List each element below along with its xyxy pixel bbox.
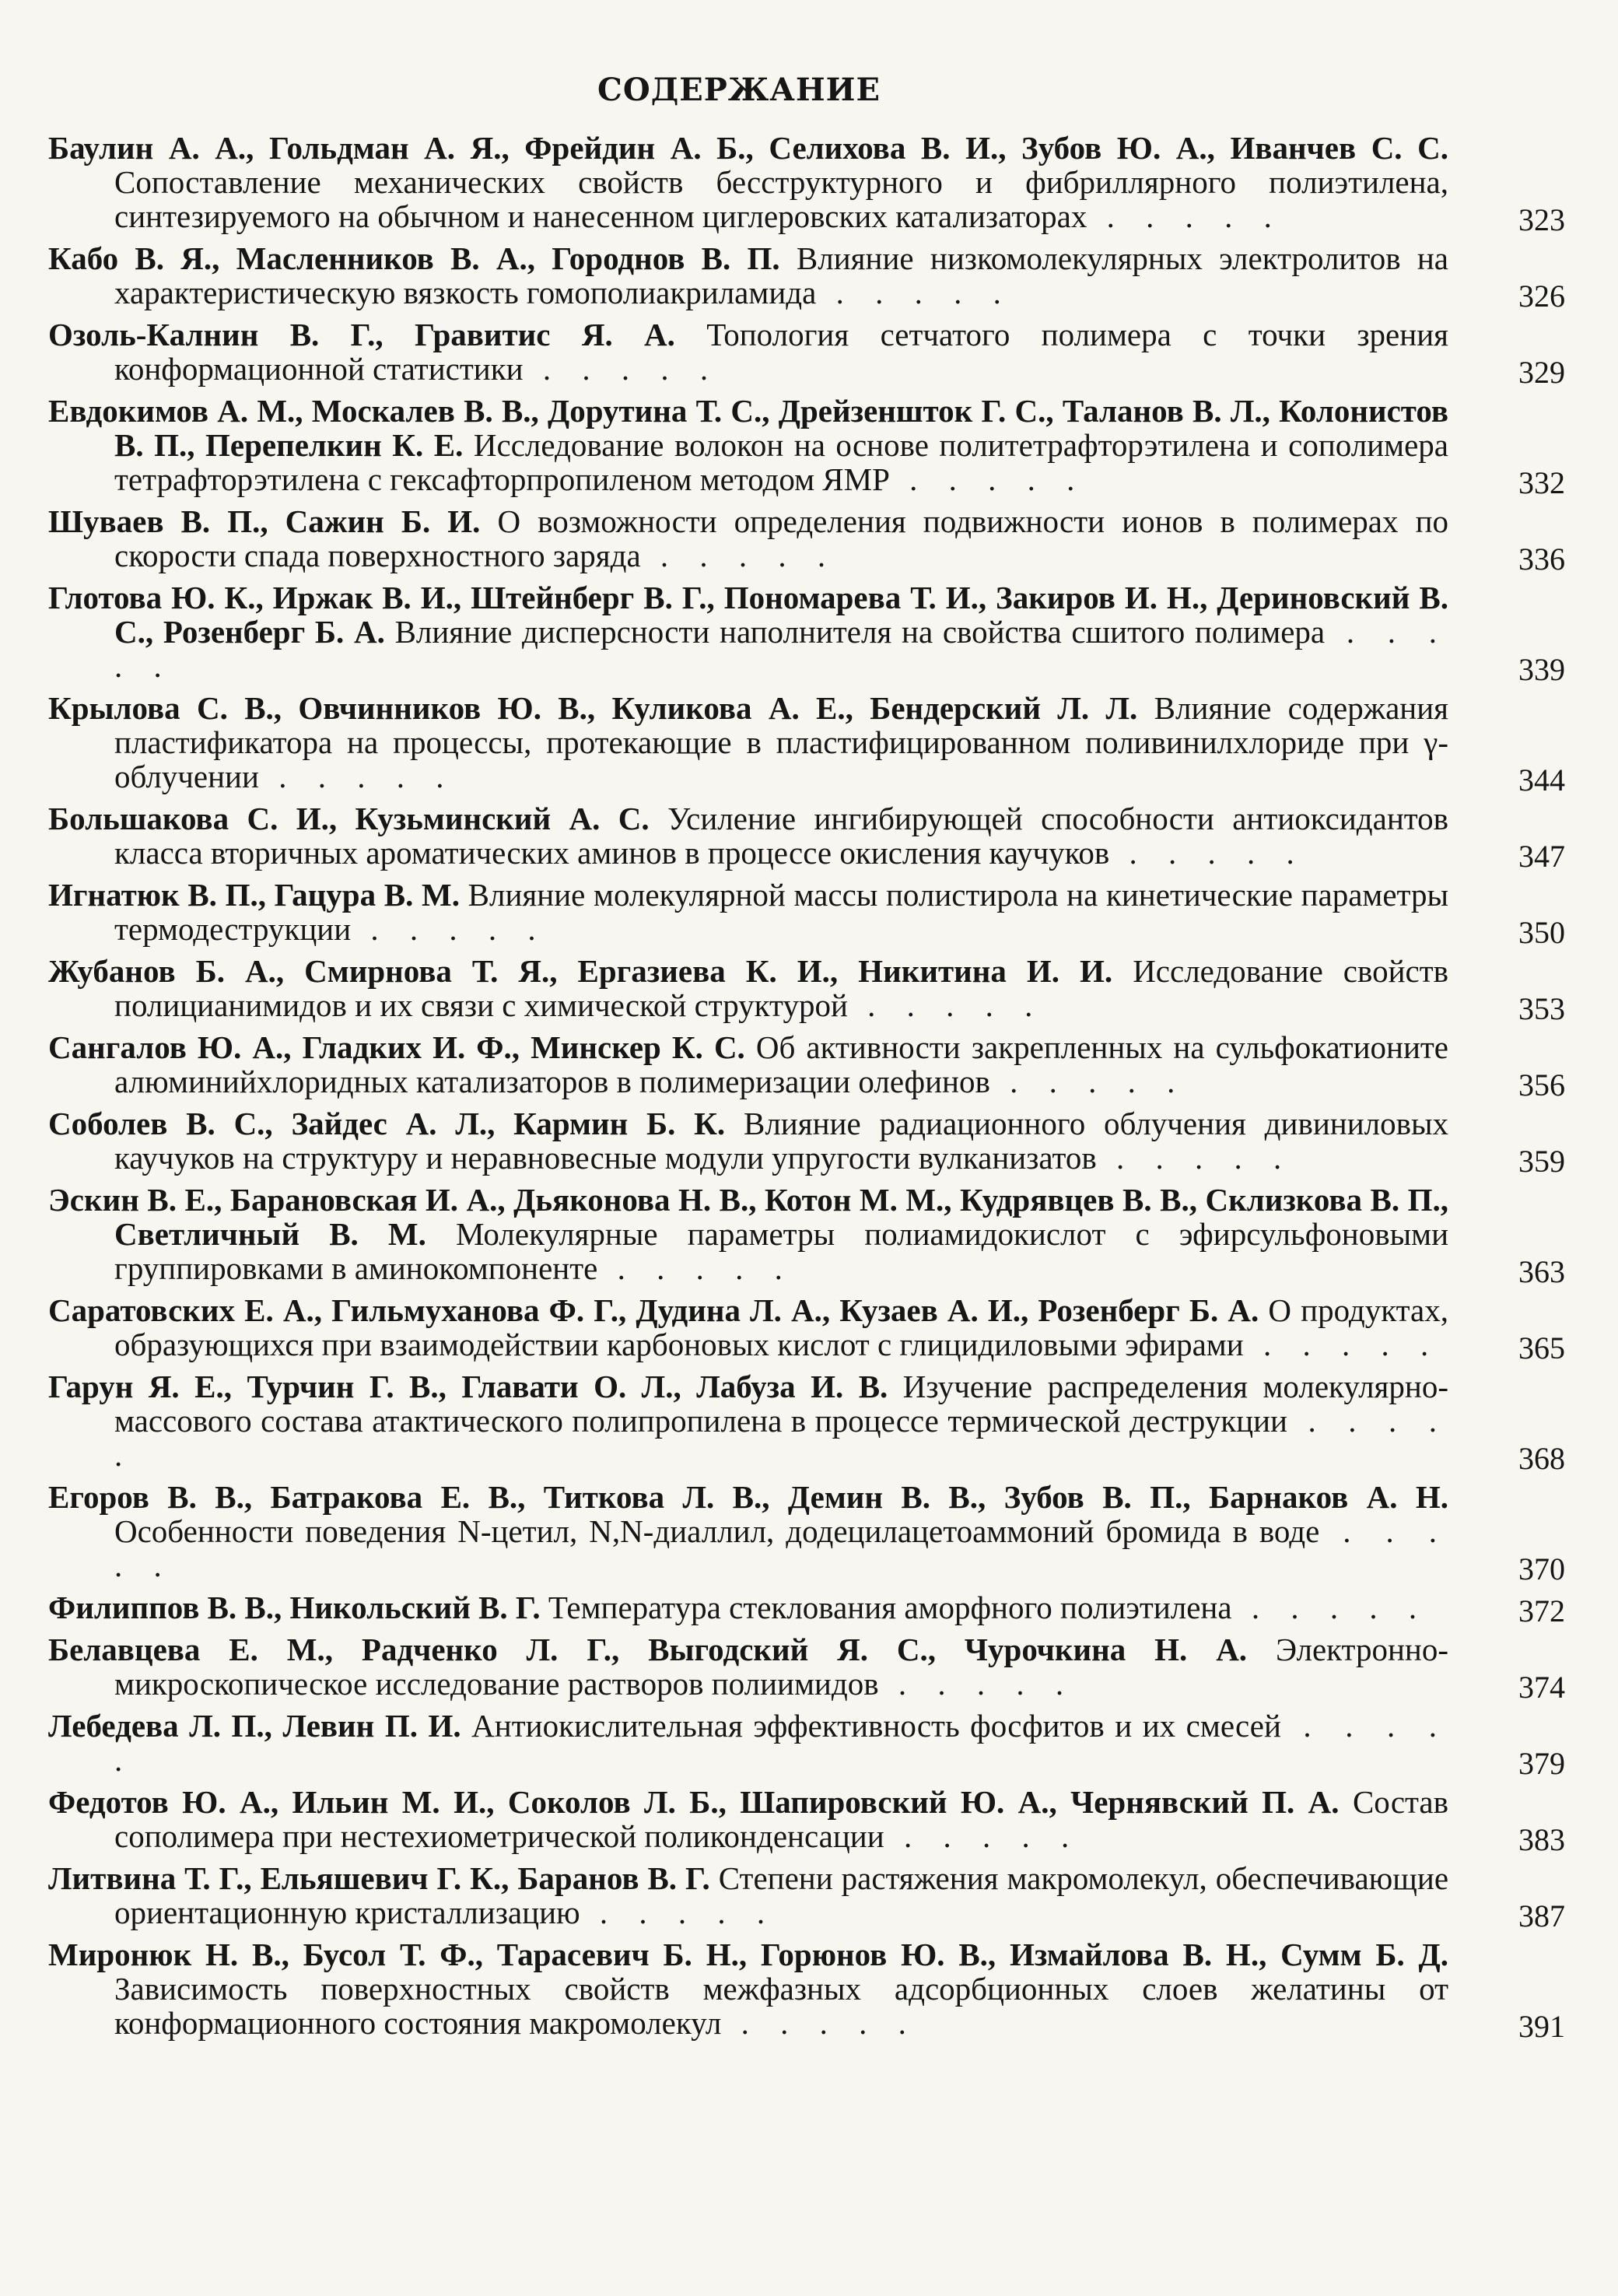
toc-entry-text [48, 1632, 1448, 1701]
toc-entry-text [48, 691, 1448, 794]
table-of-contents [48, 131, 1565, 2048]
dot-leader: . . . . . [597, 1250, 794, 1286]
toc-entry-title: Исследование свойств полицианимидов и их связи с химической структурой [114, 953, 1448, 1023]
toc-entry-text [48, 954, 1448, 1022]
toc-entry [48, 877, 1565, 950]
toc-entry-page-number: 336 [1518, 542, 1565, 577]
toc-entry-authors: Литвина Т. Г., Ельяшевич Г. К., Баранов В. Г. [48, 1860, 710, 1896]
toc-entry [48, 1479, 1565, 1586]
dot-leader: . . . . . [989, 1064, 1187, 1099]
dot-leader: . . . . . [889, 461, 1087, 497]
toc-entry-text [48, 1861, 1448, 1930]
dot-leader: . . . . . [816, 275, 1013, 310]
toc-entry [48, 1029, 1565, 1102]
toc-entry-title: Зависимость поверхностных свойств межфазных адсорбционных слоев желатины от конформационного состояния макромолекул [114, 1971, 1448, 2041]
toc-entry-page-number: 353 [1518, 991, 1565, 1026]
toc-entry-title: Состав сополимера при нестехиометрической поликонденсации [114, 1784, 1448, 1854]
toc-entry-title: Влияние содержания пластификатора на процессы, протекающие в пластифицированном поливинилхлориде при γ-облучении [114, 690, 1449, 794]
toc-entry-title: Влияние радиационного облучения дивиниловых каучуков на структуру и неравновесные модули упругости вулканизатов [114, 1106, 1449, 1176]
toc-entry-authors: Игнатюк В. П., Гацура В. М. [48, 877, 460, 913]
toc-entry-text [48, 1369, 1448, 1472]
toc-entry [48, 953, 1565, 1026]
toc-entry-title: Сопоставление механических свойств бесструктурного и фибриллярного полиэтилена, синтезируемого на обычном и нанесенном циглеровских катализаторах [114, 164, 1448, 234]
toc-entry [48, 240, 1565, 314]
dot-leader: . . . . . [258, 759, 456, 794]
toc-entry-text [48, 1937, 1448, 2040]
toc-entry-authors: Евдокимов А. М., Москалев В. В., Дорутина Т. С., Дрейзеншток Г. С., Таланов В. Л., Колонистов В. П., Перепелкин К. Е. [48, 393, 1448, 463]
toc-entry-title: Особенности поведения N-цетил, N,N-диаллил, додецилацетоаммоний бромида в воде [114, 1513, 1320, 1549]
toc-entry-title: Молекулярные параметры полиамидокислот с эфирсульфоновыми группировками в аминокомпоненте [114, 1216, 1449, 1286]
page-title: СОДЕРЖАНИЕ [597, 72, 881, 108]
toc-entry-page-number: 339 [1518, 652, 1565, 687]
toc-entry-page-number: 370 [1518, 1551, 1565, 1586]
toc-entry-text [48, 317, 1448, 386]
toc-entry [48, 1708, 1565, 1781]
toc-entry-authors: Жубанов Б. А., Смирнова Т. Я., Ергазиева К. И., Никитина И. И. [48, 953, 1113, 989]
toc-entry [48, 503, 1565, 577]
toc-entry-page-number: 326 [1518, 279, 1565, 314]
toc-entry-text [48, 1785, 1448, 1853]
toc-entry-authors: Миронюк Н. В., Бусол Т. Ф., Тарасевич Б. Н., Горюнов Ю. В., Измайлова В. Н., Сумм Б. Д. [48, 1937, 1448, 1972]
toc-entry-text [48, 1030, 1448, 1099]
toc-entry [48, 1106, 1565, 1179]
toc-entry-text [48, 1293, 1448, 1362]
toc-entry [48, 580, 1565, 687]
toc-entry-text [48, 394, 1448, 496]
toc-entry-title: Топология сетчатого полимера с точки зрения конформационной статистики [114, 317, 1448, 387]
toc-entry [48, 1860, 1565, 1933]
toc-entry [48, 1632, 1565, 1705]
toc-entry-authors: Гарун Я. Е., Турчин Г. В., Главати О. Л., Лабуза И. В. [48, 1369, 888, 1404]
toc-entry [48, 393, 1565, 500]
toc-entry-page-number: 363 [1518, 1254, 1565, 1289]
toc-entry-text [48, 504, 1448, 573]
dot-leader: . . . . . [351, 911, 548, 947]
toc-entry-title: Исследование волокон на основе политетрафторэтилена и сополимера тетрафторэтилена с гексафторпропиленом методом ЯМР [114, 427, 1448, 497]
toc-entry-authors: Шуваев В. П., Сажин Б. И. [48, 503, 481, 539]
toc-entry-text [48, 1480, 1448, 1583]
toc-entry-page-number: 356 [1518, 1067, 1565, 1102]
toc-entry-title: Температура стеклования аморфного полиэтилена [548, 1590, 1232, 1625]
toc-entry-authors: Эскин В. Е., Барановская И. А., Дьяконова Н. В., Котон М. М., Кудрявцев В. В., Склизкова В. П., Светличный В. М. [48, 1182, 1448, 1252]
toc-entry-authors: Глотова Ю. К., Иржак В. И., Штейнберг В. Г., Пономарева Т. И., Закиров И. Н., Дериновский В. С., Розенберг Б. А. [48, 580, 1448, 650]
dot-leader: . . . . . [114, 1513, 1449, 1583]
dot-leader: . . . . . [1231, 1590, 1429, 1625]
toc-entry [48, 1369, 1565, 1476]
toc-entry-page-number: 365 [1518, 1330, 1565, 1365]
toc-entry-page-number: 359 [1518, 1144, 1565, 1179]
toc-entry-text [48, 1183, 1448, 1285]
toc-entry [48, 130, 1565, 237]
toc-entry-authors: Белавцева Е. М., Радченко Л. Г., Выгодский Я. С., Чурочкина Н. А. [48, 1632, 1248, 1667]
toc-entry-authors: Саратовских Е. А., Гильмуханова Ф. Г., Дудина Л. А., Кузаев А. И., Розенберг Б. А. [48, 1292, 1259, 1328]
toc-entry-title: Антиокислительная эффективность фосфитов и их смесей [471, 1708, 1281, 1744]
toc-entry [48, 317, 1565, 390]
dot-leader: . . . . . [1087, 198, 1284, 234]
toc-entry [48, 1937, 1565, 2044]
dot-leader: . . . . . [721, 2005, 918, 2041]
toc-entry-text [48, 1590, 1448, 1625]
toc-entry-title: Влияние низкомолекулярных электролитов на характеристическую вязкость гомополиакриламида [114, 240, 1448, 310]
toc-entry-authors: Озоль-Калнин В. Г., Гравитис Я. А. [48, 317, 675, 352]
toc-entry [48, 1784, 1565, 1857]
toc-entry [48, 1292, 1565, 1365]
dot-leader: . . . . . [1096, 1140, 1294, 1176]
toc-entry-title: Изучение распределения молекулярно-массового состава атактического полипропилена в процессе термической деструкции [114, 1369, 1449, 1439]
toc-entry [48, 690, 1565, 797]
dot-leader: . . . . . [523, 351, 720, 387]
toc-entry-title: Влияние дисперсности наполнителя на свойства сшитого полимера [394, 614, 1326, 650]
toc-entry-title: Влияние молекулярной массы полистирола на кинетические параметры термодеструкции [114, 877, 1449, 947]
toc-entry-authors: Егоров В. В., Батракова Е. В., Титкова Л. В., Демин В. В., Зубов В. П., Барнаков А. Н. [48, 1479, 1448, 1515]
toc-entry-page-number: 379 [1518, 1746, 1565, 1781]
toc-entry [48, 801, 1565, 874]
dot-leader: . . . . . [114, 1708, 1449, 1778]
toc-entry-title: Об активности закрепленных на сульфокатионите алюминийхлоридных катализаторов в полимеризации олефинов [114, 1029, 1449, 1099]
toc-entry-page-number: 374 [1518, 1670, 1565, 1705]
toc-entry-title: О продуктах, образующихся при взаимодействии карбоновых кислот с глицидиловыми эфирами [114, 1292, 1448, 1362]
toc-entry [48, 1590, 1565, 1628]
toc-entry-title: О возможности определения подвижности ионов в полимерах по скорости спада поверхностного заряда [114, 503, 1449, 573]
toc-entry-page-number: 323 [1518, 202, 1565, 237]
dot-leader: . . . . . [1109, 835, 1306, 871]
dot-leader: . . . . . [847, 987, 1045, 1023]
toc-entry-text [48, 878, 1448, 946]
toc-entry-text [48, 131, 1448, 233]
toc-entry-page-number: 329 [1518, 355, 1565, 390]
toc-entry-page-number: 391 [1518, 2009, 1565, 2044]
dot-leader: . . . . . [580, 1895, 777, 1930]
dot-leader: . . . . . [1243, 1327, 1441, 1362]
toc-entry-page-number: 344 [1518, 762, 1565, 797]
dot-leader: . . . . . [114, 614, 1449, 684]
toc-entry-authors: Крылова С. В., Овчинников Ю. В., Куликова А. Е., Бендерский Л. Л. [48, 690, 1138, 726]
toc-entry-text [48, 1106, 1448, 1175]
toc-entry-authors: Большакова С. И., Кузьминский А. С. [48, 801, 650, 836]
dot-leader: . . . . . [640, 538, 838, 573]
toc-entry-page-number: 347 [1518, 839, 1565, 874]
toc-entry-authors: Лебедева Л. П., Левин П. И. [48, 1708, 461, 1744]
toc-entry-text [48, 1709, 1448, 1777]
toc-entry-authors: Филиппов В. В., Никольский В. Г. [48, 1590, 541, 1625]
toc-entry-page-number: 350 [1518, 915, 1565, 950]
toc-entry-text [48, 241, 1448, 310]
toc-entry-page-number: 383 [1518, 1822, 1565, 1857]
toc-entry-text [48, 580, 1448, 683]
dot-leader: . . . . . [114, 1403, 1448, 1473]
toc-entry-page-number: 332 [1518, 465, 1565, 500]
toc-entry-title: Электронно-микроскопическое исследование растворов полиимидов [114, 1632, 1448, 1702]
toc-entry-page-number: 387 [1518, 1898, 1565, 1933]
toc-entry-text [48, 801, 1448, 870]
toc-entry-authors: Соболев В. С., Зайдес А. Л., Кармин Б. К. [48, 1106, 726, 1141]
toc-entry-authors: Федотов Ю. А., Ильин М. И., Соколов Л. Б., Шапировский Ю. А., Чернявский П. А. [48, 1784, 1340, 1820]
dot-leader: . . . . . [878, 1666, 1076, 1702]
toc-entry-title: Усиление ингибирующей способности антиоксидантов класса вторичных ароматических аминов в процессе окисления каучуков [114, 801, 1449, 871]
toc-entry-authors: Баулин А. А., Гольдман А. Я., Фрейдин А. Б., Селихова В. И., Зубов Ю. А., Иванчев С. С. [48, 130, 1448, 166]
toc-entry-title: Степени растяжения макромолекул, обеспечивающие ориентационную кристаллизацию [114, 1860, 1449, 1930]
dot-leader: . . . . . [884, 1818, 1081, 1854]
toc-entry-authors: Сангалов Ю. А., Гладких И. Ф., Минскер К. С. [48, 1029, 745, 1065]
toc-entry-authors: Кабо В. Я., Масленников В. А., Городнов В. П. [48, 240, 780, 276]
toc-entry [48, 1182, 1565, 1289]
toc-entry-page-number: 368 [1518, 1441, 1565, 1476]
toc-entry-page-number: 372 [1518, 1593, 1565, 1628]
